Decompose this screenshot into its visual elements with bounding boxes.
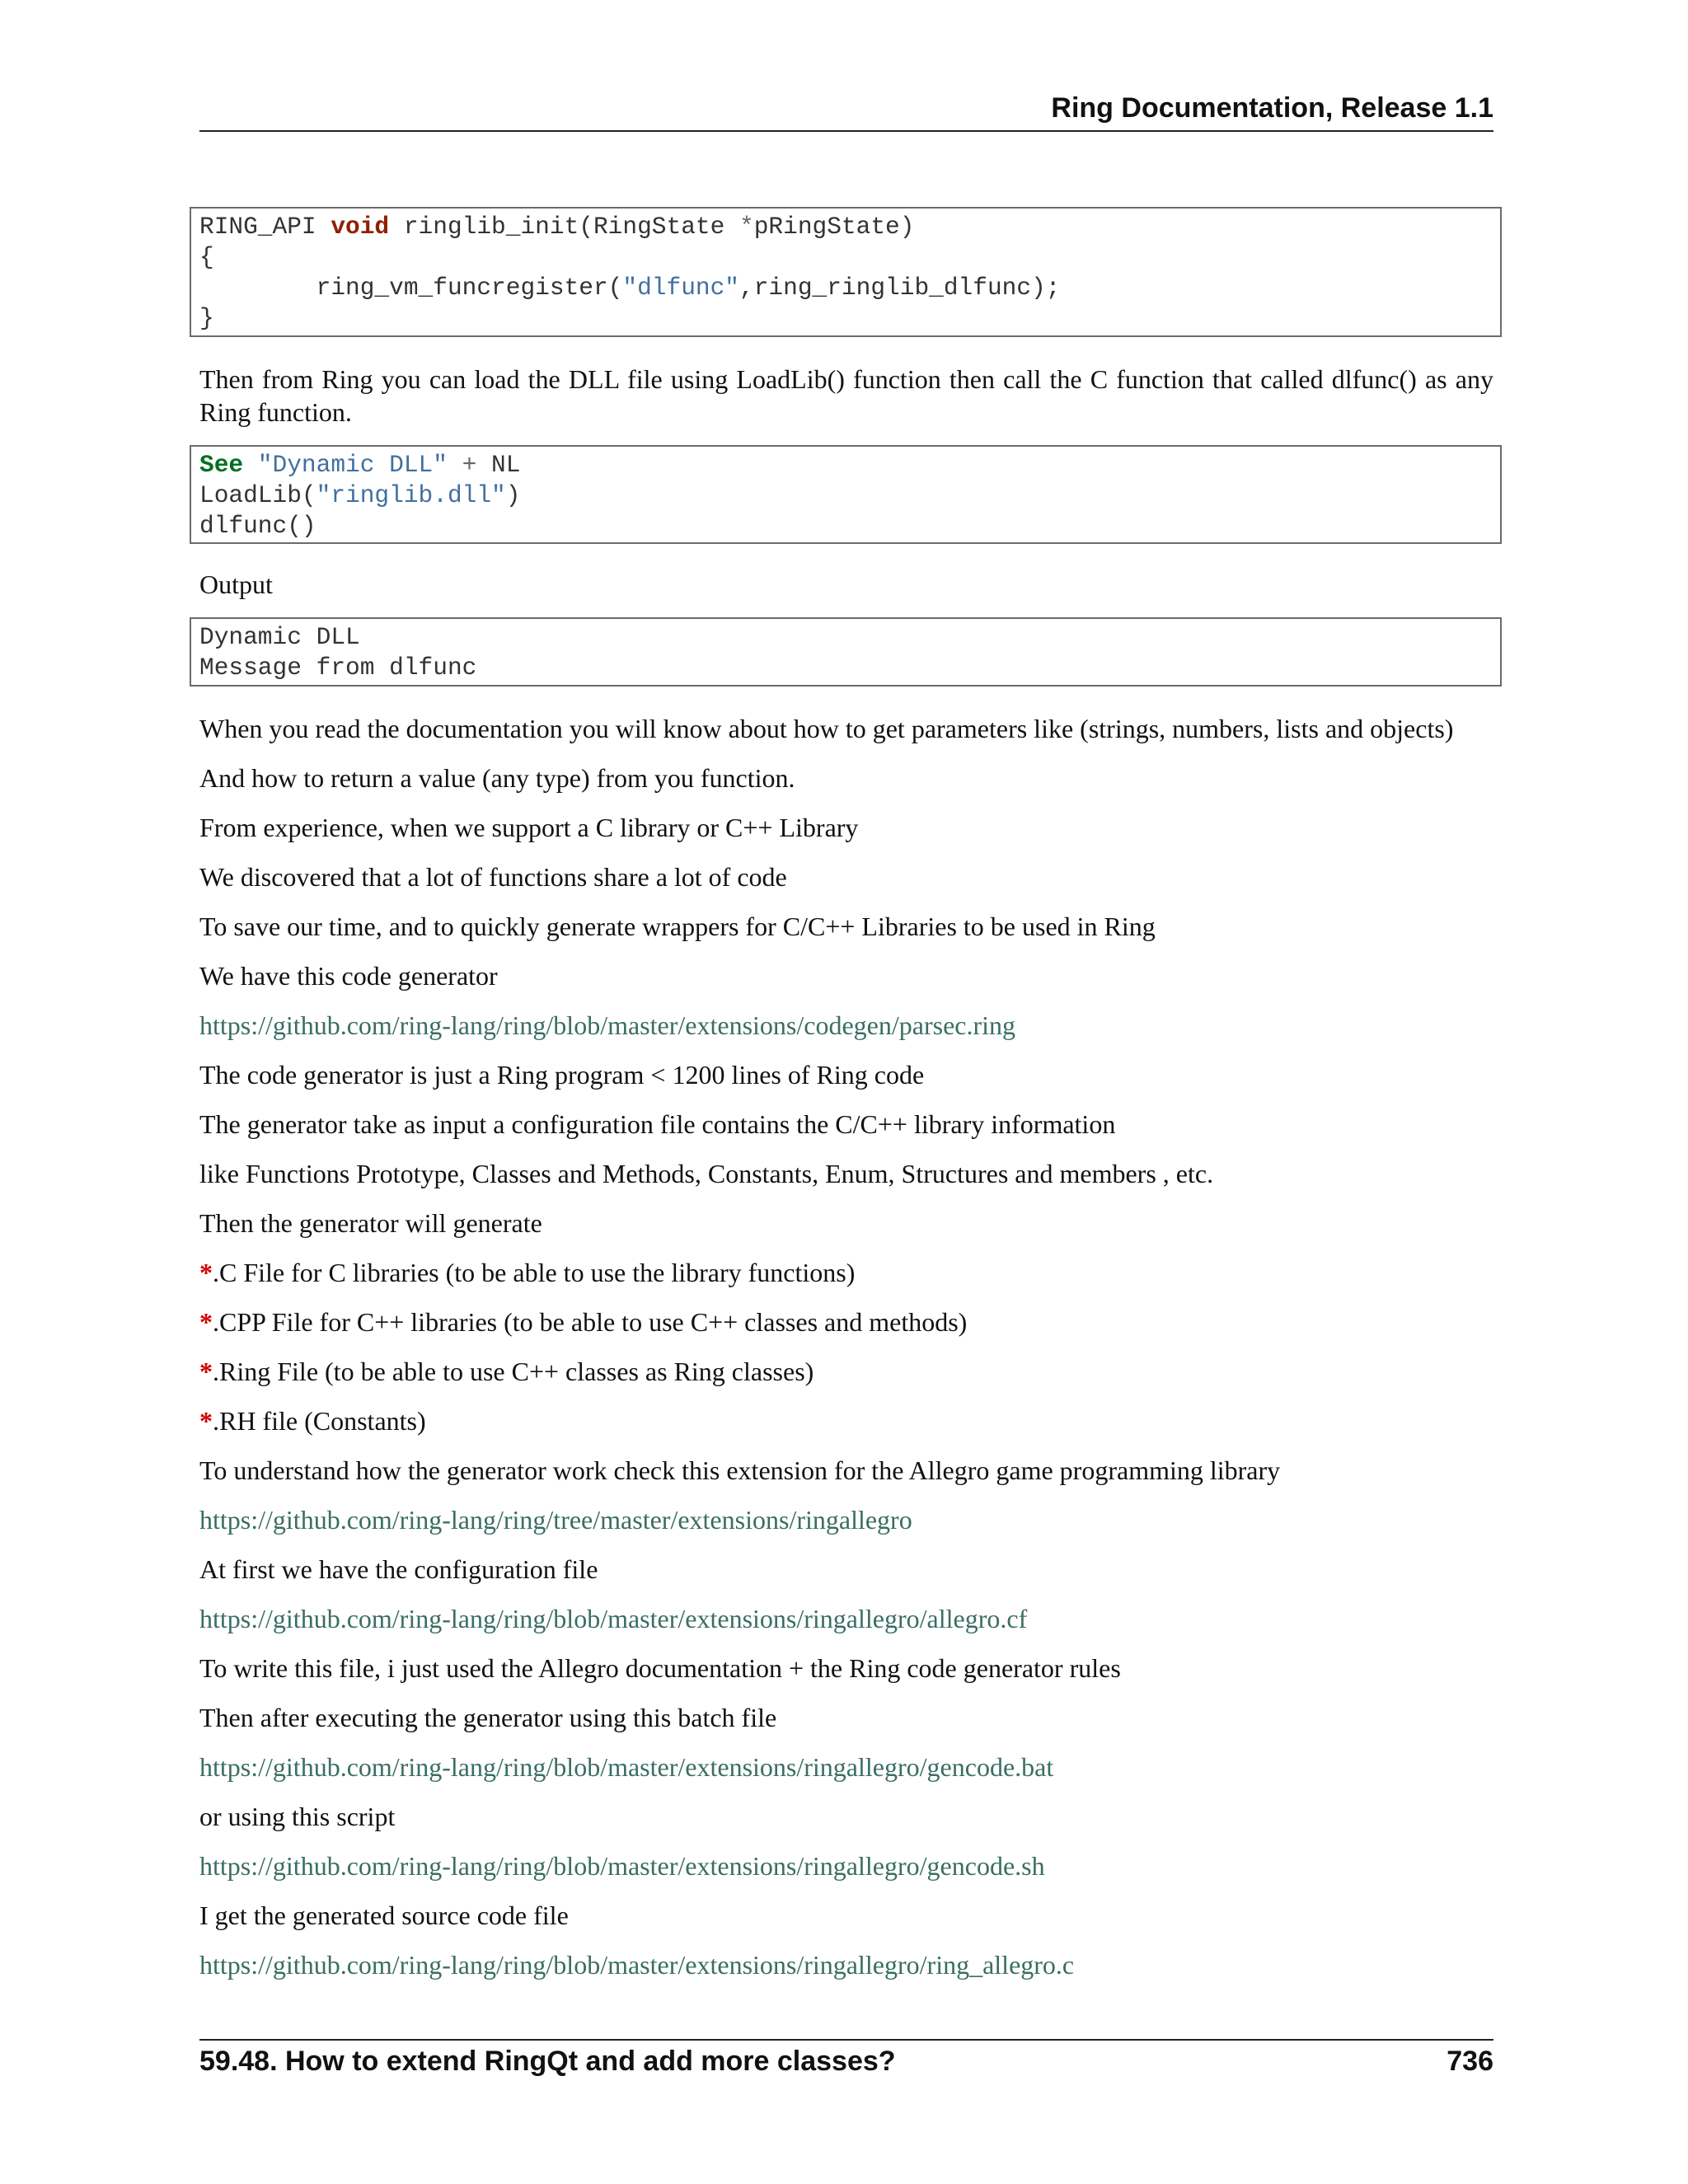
bullet-item: *.C File for C libraries (to be able to use the library functions) xyxy=(199,1258,856,1287)
bullet-item: *.RH file (Constants) xyxy=(199,1406,426,1436)
footer-rule xyxy=(199,2039,1493,2041)
link-gencode-bat[interactable]: https://github.com/ring-lang/ring/blob/master/extensions/ringallegro/gencode.bat xyxy=(199,1752,1054,1782)
paragraph-link xyxy=(199,1948,1493,1981)
paragraph-link xyxy=(199,1849,1493,1882)
running-header: Ring Documentation, Release 1.1 xyxy=(1051,92,1493,124)
paragraph: The code generator is just a Ring program < 1200 lines of Ring code xyxy=(199,1060,925,1090)
star-marker: * xyxy=(199,1307,213,1337)
paragraph: At first we have the configuration file xyxy=(199,1554,598,1584)
code-block-output: Dynamic DLL Message from dlfunc xyxy=(190,617,1502,687)
header-rule xyxy=(199,130,1493,132)
link-ring-allegro-c[interactable]: https://github.com/ring-lang/ring/blob/master/extensions/ringallegro/ring_allegro.c xyxy=(199,1950,1075,1980)
paragraph-link xyxy=(199,1503,1493,1536)
link-gencode-sh[interactable]: https://github.com/ring-lang/ring/blob/master/extensions/ringallegro/gencode.sh xyxy=(199,1851,1045,1881)
paragraph: I get the generated source code file xyxy=(199,1900,569,1930)
paragraph: To understand how the generator work check this extension for the Allegro game programming library xyxy=(199,1455,1281,1485)
paragraph: We discovered that a lot of functions share a lot of code xyxy=(199,862,787,892)
running-footer xyxy=(199,2046,1493,2078)
page-number: 736 xyxy=(1447,2046,1493,2077)
link-ringallegro[interactable]: https://github.com/ring-lang/ring/tree/master/extensions/ringallegro xyxy=(199,1505,912,1535)
paragraph: To write this file, i just used the Allegro documentation + the Ring code generator rules xyxy=(199,1653,1121,1683)
paragraph: And how to return a value (any type) from you function. xyxy=(199,763,795,793)
paragraph: To save our time, and to quickly generate wrappers for C/C++ Libraries to be used in Ring xyxy=(199,912,1156,941)
star-marker: * xyxy=(199,1258,213,1287)
paragraph-link xyxy=(199,1602,1493,1635)
star-marker: * xyxy=(199,1406,213,1436)
paragraph: From experience, when we support a C library or C++ Library xyxy=(199,813,859,842)
paragraph: When you read the documentation you will know about how to get parameters like (strings, numbers, lists and objects) xyxy=(199,714,1454,743)
footer-section-title: 59.48. How to extend RingQt and add more classes? xyxy=(199,2046,896,2077)
bullet-item: *.Ring File (to be able to use C++ classes as Ring classes) xyxy=(199,1357,814,1386)
star-marker: * xyxy=(199,1357,213,1386)
paragraph: Then after executing the generator using this batch file xyxy=(199,1703,777,1732)
document-page xyxy=(199,0,1493,2184)
paragraph: or using this script xyxy=(199,1802,396,1831)
output-label: Output xyxy=(199,569,273,599)
paragraph: The generator take as input a configuration file contains the C/C++ library information xyxy=(199,1109,1116,1139)
paragraph: like Functions Prototype, Classes and Methods, Constants, Enum, Structures and members , etc. xyxy=(199,1159,1214,1188)
paragraph-link xyxy=(199,1750,1493,1783)
paragraph: Then the generator will generate xyxy=(199,1208,542,1238)
paragraph-link xyxy=(199,1009,1493,1042)
bullet-item: *.CPP File for C++ libraries (to be able to use C++ classes and methods) xyxy=(199,1307,968,1337)
link-parsec[interactable]: https://github.com/ring-lang/ring/blob/master/extensions/codegen/parsec.ring xyxy=(199,1010,1016,1040)
paragraph: We have this code generator xyxy=(199,961,498,991)
code-block-loadlib: See "Dynamic DLL" + NL LoadLib("ringlib.dll") dlfunc() xyxy=(190,445,1502,544)
intro-paragraph: Then from Ring you can load the DLL file using LoadLib() function then call the C function that called dlfunc() as any Ring function. xyxy=(199,364,1493,427)
link-allegro-cf[interactable]: https://github.com/ring-lang/ring/blob/master/extensions/ringallegro/allegro.cf xyxy=(199,1604,1028,1633)
code-block-ringlib-init: RING_API void ringlib_init(RingState *pRingState) { ring_vm_funcregister("dlfunc",ring_ringlib_dlfunc); } xyxy=(190,207,1502,337)
